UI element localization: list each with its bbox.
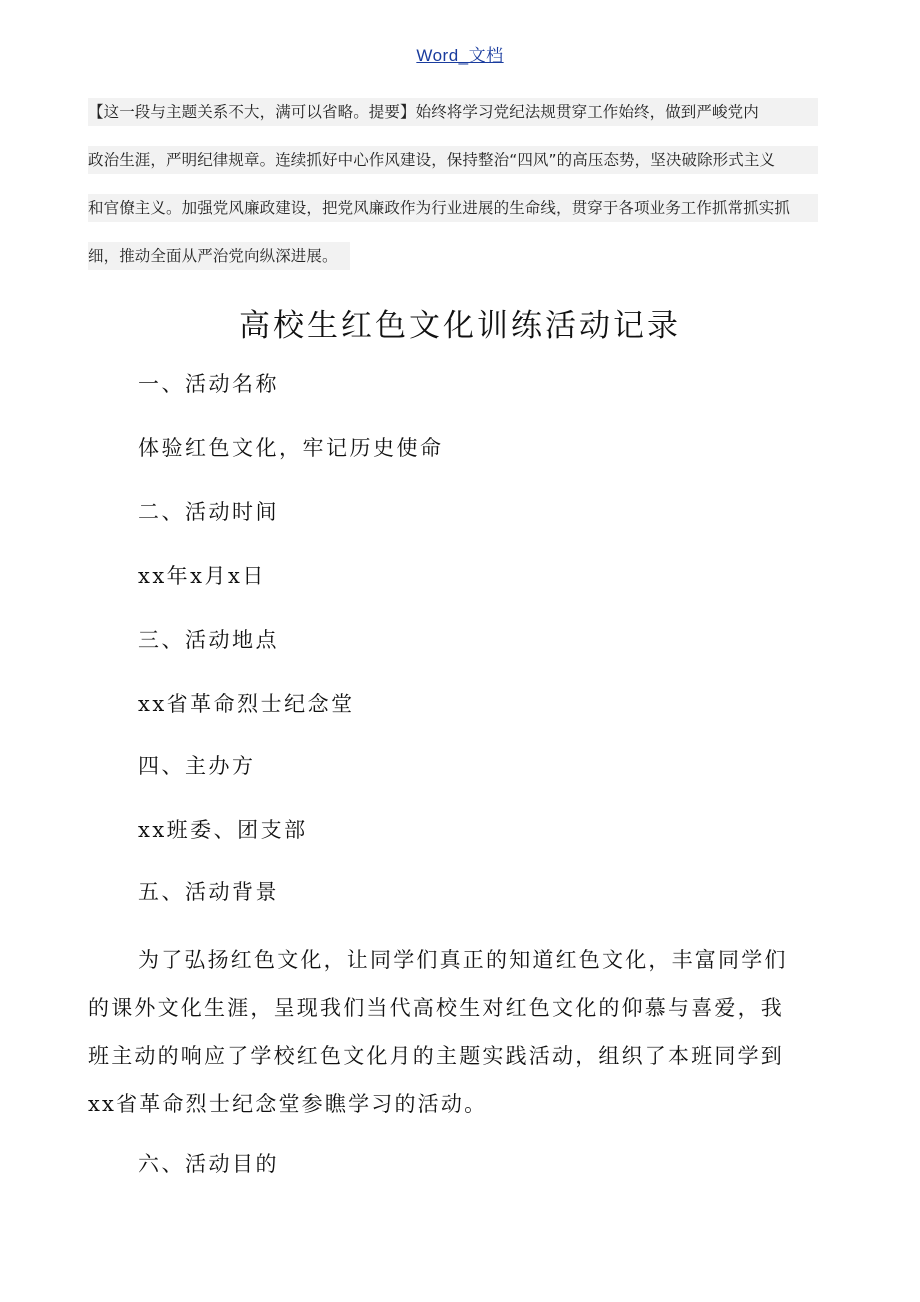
section-heading-organizer: 四、主办方 [138,754,256,778]
abstract-line: 【这一段与主题关系不大，满可以省略。提要】始终将学习党纪法规贯穿工作始终，做到严峻党内 [88,88,818,136]
paragraph-line: 班主动的响应了学校红色文化月的主题实践活动，组织了本班同学到 [88,1044,784,1068]
section-content-name: 体验红色文化，牢记历史使命 [138,436,444,460]
section-content-time: xx年x月x日 [138,564,266,588]
section-heading-background: 五、活动背景 [138,880,279,904]
document-title: 高校生红色文化训练活动记录 [239,308,681,344]
abstract-line: 政治生涯，严明纪律规章。连续抓好中心作风建设，保持整治“四风”的高压态势，坚决破除形式主义 [88,136,818,184]
background-paragraph [88,936,832,1128]
section-heading-location: 三、活动地点 [138,628,279,652]
header-word-link[interactable]: Word_文档 [416,46,504,65]
section-heading-name: 一、活动名称 [138,372,279,396]
section-content-organizer: xx班委、团支部 [138,818,308,842]
section-heading-time: 二、活动时间 [138,500,279,524]
abstract-line: 细，推动全面从严治党向纵深进展。 [88,232,350,280]
abstract-block [88,88,818,280]
section-content-location: xx省革命烈士纪念堂 [138,692,355,716]
paragraph-line: 为了弘扬红色文化，让同学们真正的知道红色文化，丰富同学们 [138,948,788,972]
section-heading-purpose: 六、活动目的 [138,1152,279,1176]
paragraph-line: 的课外文化生涯，呈现我们当代高校生对红色文化的仰慕与喜爱，我 [88,996,784,1020]
abstract-line: 和官僚主义。加强党风廉政建设，把党风廉政作为行业进展的生命线，贯穿于各项业务工作抓常抓实抓 [88,184,818,232]
paragraph-line: xx省革命烈士纪念堂参瞧学习的活动。 [88,1092,488,1116]
